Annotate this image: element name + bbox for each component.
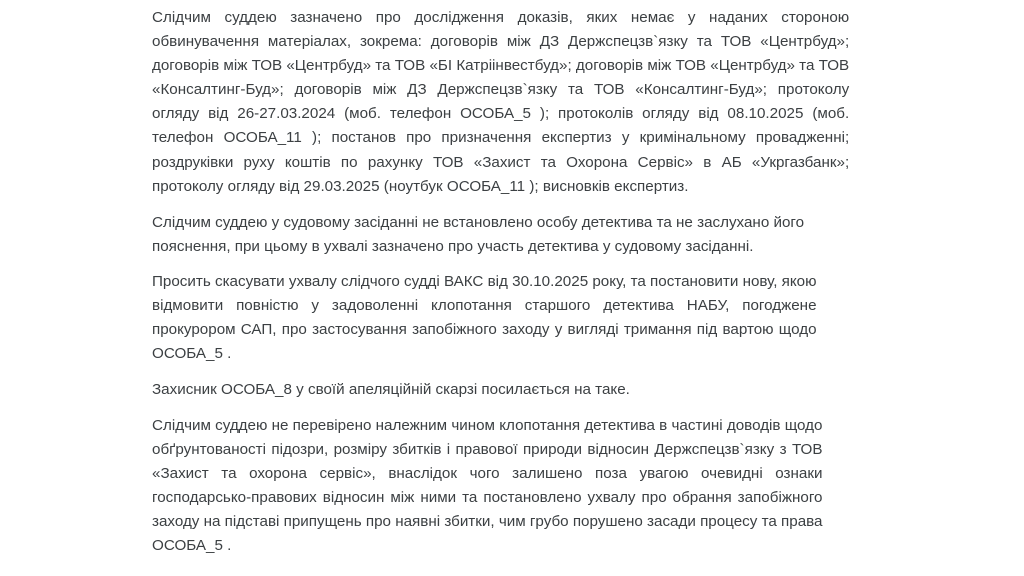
text-line: відмовити повністю у задоволенні клопотання старшого детектива НАБУ, погоджене: [152, 297, 817, 315]
text-line: пояснення, при цьому в ухвалі зазначено про участь детектива у судовому засіданні.: [152, 238, 754, 256]
text-line: Слідчим суддею не перевірено належним чином клопотання детектива в частині доводів щодо: [152, 417, 823, 434]
paragraph-request-to-cancel: [152, 270, 817, 366]
text-line: заходу на підставі припущень про наявні збитки, чим грубо порушено засади процесу та права: [152, 513, 823, 531]
text-line: господарсько-правових відносин між ними та постановлено ухвалу про обрання запобіжного: [152, 489, 823, 507]
text-line: «Консалтинг-Буд»; договорів між ДЗ Держспецзв`язку та ТОВ «Консалтинг-Буд»; протоколу: [152, 81, 850, 99]
text-line: обвинувачення матеріалах, зокрема: договорів між ДЗ Держспецзв`язку та ТОВ «Центрбуд»;: [152, 33, 850, 51]
document-page: [152, 0, 878, 576]
text-line: прокурором САП, про застосування запобіжного заходу у вигляді тримання під вартою щодо: [152, 321, 817, 339]
text-line: роздруківки руху коштів по рахунку ТОВ «Захист та Охорона Сервіс» в АБ «Укргазбанк»;: [152, 153, 850, 171]
text-line: Слідчим суддею у судовому засіданні не встановлено особу детектива та не заслухано його: [152, 214, 805, 231]
text-line: телефон ОСОБА_11 ); постанов про призначення експертиз у кримінальному провадженні;: [152, 129, 850, 147]
text-line: Слідчим суддею зазначено про дослідження доказів, яких немає у наданих стороною: [152, 9, 850, 26]
text-line: протоколу огляду від 29.03.2025 (ноутбук ОСОБА_11 ); висновків експертиз.: [152, 177, 689, 195]
text-line: ОСОБА_5 .: [152, 345, 232, 363]
paragraph-detective-identity: [152, 211, 804, 259]
paragraph-evidence-examination: [152, 6, 849, 199]
text-line: Просить скасувати ухвалу слідчого судді ВАКС від 30.10.2025 року, та постановити нову, якою: [152, 273, 817, 290]
text-line: договорів між ТОВ «Центрбуд» та ТОВ «БІ Катріінвестбуд»; договорів між ТОВ «Центрбуд» та ТОВ: [152, 57, 850, 75]
text-line: Захисник ОСОБА_8 у своїй апеляційній скарзі посилається на таке.: [152, 381, 630, 398]
paragraph-unverified-motion: [152, 414, 822, 559]
text-line: обґрунтованості підозри, розміру збитків і правової природи відносин Держспецзв`язку з ТОВ: [152, 441, 823, 459]
text-line: «Захист та охорона сервіс», внаслідок чого залишено поза увагою очевидні ознаки: [152, 465, 823, 483]
text-line: огляду від 26-27.03.2024 (моб. телефон ОСОБА_5 ); протоколів огляду від 08.10.2025 (моб.: [152, 105, 850, 123]
text-line: ОСОБА_5 .: [152, 537, 232, 555]
paragraph-defender-appeal: [152, 378, 630, 402]
